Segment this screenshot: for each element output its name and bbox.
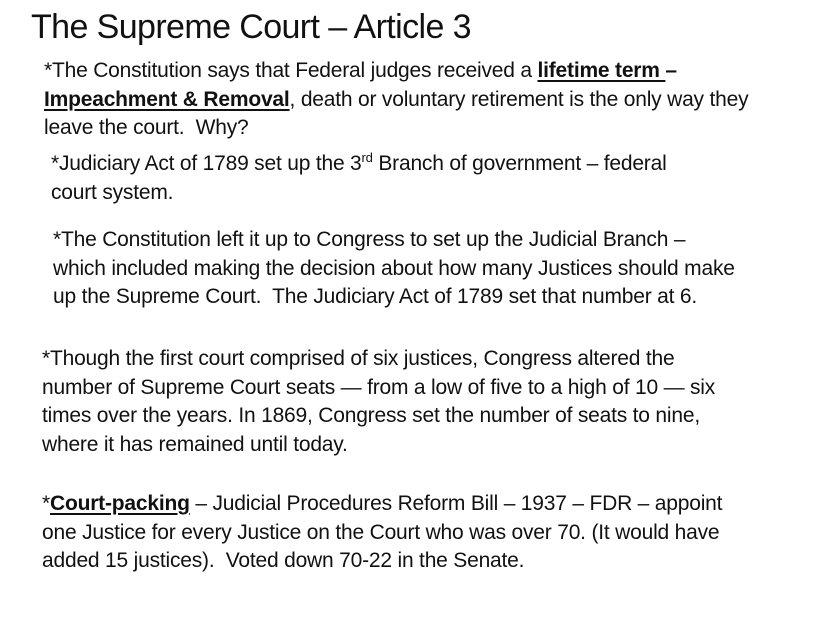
- paragraph-judiciary-act-1789: [51, 150, 667, 207]
- text-run: –: [665, 59, 677, 82]
- text-run: number of Supreme Court seats — from a low of five to a high of 10 — six: [42, 375, 716, 399]
- text-run: leave the court. Why?: [44, 116, 249, 139]
- text-run: up the Supreme Court. The Judiciary Act of 1789 set that number at 6.: [53, 285, 697, 308]
- text-run: one Justice for every Justice on the Court who was over 70. (It would have: [42, 520, 720, 544]
- text-run: court system.: [51, 180, 174, 204]
- paragraph-seat-number-changes: [42, 345, 715, 459]
- text-run: *The Constitution left it up to Congress to set up the Judicial Branch –: [53, 228, 686, 251]
- text-run: lifetime term: [537, 59, 666, 82]
- paragraph-lifetime-term: [44, 57, 748, 143]
- slide-title: The Supreme Court – Article 3: [31, 8, 471, 46]
- text-run: added 15 justices). Voted down 70-22 in the Senate.: [42, 549, 525, 572]
- paragraph-congress-judicial-branch: [53, 226, 735, 312]
- text-run: where it has remained until today.: [42, 432, 348, 456]
- text-run: Impeachment & Removal: [44, 87, 290, 111]
- text-run: Branch of government – federal: [372, 152, 667, 175]
- text-run: which included making the decision about how many Justices should make: [53, 256, 735, 280]
- text-run: *: [42, 492, 50, 515]
- text-run: rd: [361, 150, 373, 165]
- text-run: *The Constitution says that Federal judges received a: [44, 59, 538, 82]
- text-run: times over the years. In 1869, Congress set the number of seats to nine,: [42, 404, 700, 427]
- text-run: , death or voluntary retirement is the only way they: [289, 87, 749, 111]
- text-run: *Though the first court comprised of six justices, Congress altered the: [42, 347, 675, 370]
- text-run: – Judicial Procedures Reform Bill – 1937 – FDR – appoint: [189, 492, 723, 515]
- paragraph-court-packing: [42, 490, 722, 576]
- text-run: *Judiciary Act of 1789 set up the 3: [51, 152, 362, 175]
- text-run: Court-packing: [49, 492, 190, 515]
